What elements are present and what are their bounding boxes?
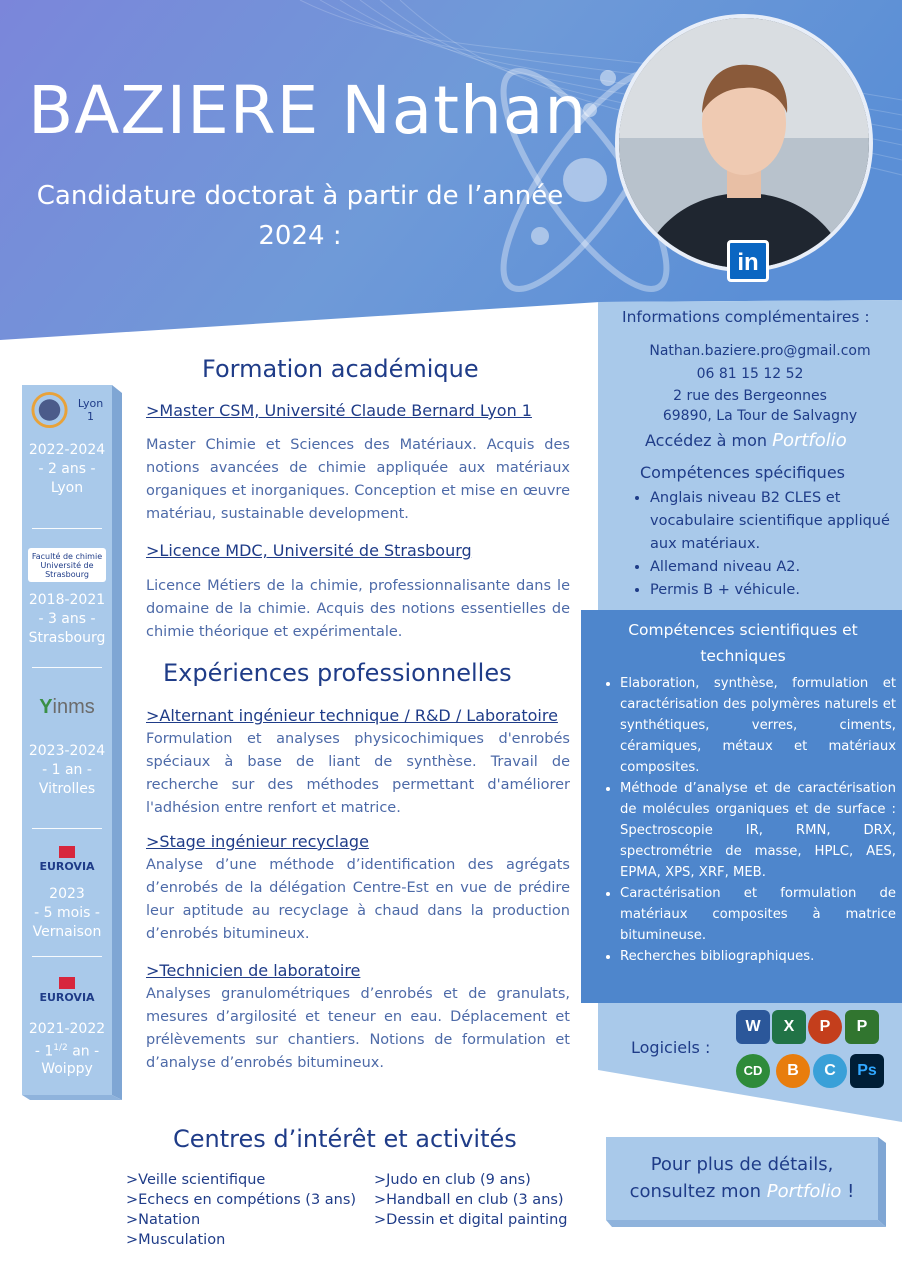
candidate-name: BAZIERE Nathan <box>28 72 588 149</box>
education-title: Formation académique <box>202 355 479 383</box>
portfolio-cta-line-1: Pour plus de détails, <box>650 1154 834 1175</box>
blender-icon: B <box>776 1054 810 1088</box>
scientific-skills-list <box>600 673 896 967</box>
scientific-skills-title: Compétences scientifiques et techniques <box>628 621 858 665</box>
timeline-years: 2022-2024 <box>28 442 106 458</box>
scientific-skill-item: • Elaboration, synthèse, formulation et caractérisation des polymères naturels et synthétiques, verres, ciments, céramiques, métaux et matériaux composites. <box>620 673 896 778</box>
strasbourg-logo: Faculté de chimie Université de Strasbourg <box>28 548 106 582</box>
interest-item: >Echecs en compétions (3 ans) <box>126 1192 357 1208</box>
interest-item: >Natation <box>126 1212 201 1228</box>
timeline-duration: - $1^{1/2}$ an - <box>34 1043 100 1060</box>
interest-item: >Handball en club (3 ans) <box>374 1192 564 1208</box>
timeline <box>22 385 122 1100</box>
portfolio-cta-link[interactable]: Portfolio <box>766 1181 842 1202</box>
chemdraw-icon: CD <box>736 1054 770 1088</box>
education-entry-text: Licence Métiers de la chimie, professionnalisante dans le domaine de la chimie. Acquis des notions essentielles de chimie théorique et expérimentale. <box>146 578 570 640</box>
portfolio-cta-line-2[interactable]: consultez mon Portfolio ! <box>629 1181 855 1202</box>
eurovia-logo: EUROVIA <box>28 971 106 1009</box>
header-subtitle: Candidature doctorat à partir de l’année 2024 : <box>36 181 564 251</box>
inms-logo: Y inms <box>39 695 95 718</box>
excel-icon: X <box>772 1010 806 1044</box>
experience-entry-text: Analyse d’une méthode d’identification des agrégats d’enrobés de la délégation Centre-Est en vue de prédire leur aptitude au recyclage à chaud dans la production d’enrobés bitumineux. <box>146 857 570 942</box>
word-icon: W <box>736 1010 770 1044</box>
timeline-years: 2018-2021 <box>28 592 106 608</box>
photoshop-icon: Ps <box>850 1054 884 1088</box>
profile-photo <box>615 14 873 272</box>
timeline-divider <box>32 956 102 957</box>
interests-left-column <box>126 1170 356 1250</box>
timeline-duration: - 2 ans - <box>38 461 96 477</box>
specific-skill-item: • Allemand niveau A2. <box>650 556 890 579</box>
address-line-1: 2 rue des Bergeonnes <box>673 388 827 404</box>
timeline-divider <box>32 667 102 668</box>
phone: 06 81 15 12 52 <box>696 366 804 382</box>
education-entry-text: Master Chimie et Sciences des Matériaux. Acquis des notions avancées de chimie appliquée aux matériaux organiques et inorganiques. Conception et mise en œuvre matériau, sustainable development. <box>146 437 570 522</box>
interest-item: >Judo en club (9 ans) <box>374 1172 531 1188</box>
software-label: Logiciels : <box>631 1038 711 1057</box>
timeline-place: Vitrolles <box>38 781 96 797</box>
chemsketch-icon: C <box>813 1054 847 1088</box>
timeline-place: Strasbourg <box>28 630 106 646</box>
scientific-skill-item: • Méthode d’analyse et de caractérisation de molécules organiques et de surface : Spectroscopie IR, RMN, DRX, spectrométrie de masse, HPLC, AES, EPMA, XPS, XRF, MEB. <box>620 778 896 883</box>
timeline-years: 2023-2024 <box>28 743 106 759</box>
portfolio-prefix: Accédez à mon <box>645 431 767 450</box>
specific-skill-item: • Permis B + véhicule. <box>650 579 890 602</box>
interests-title: Centres d’intérêt et activités <box>173 1125 517 1153</box>
linkedin-icon[interactable]: in <box>727 240 769 282</box>
specific-skills-title: Compétences spécifiques <box>640 463 845 482</box>
education-entry-title: >Master CSM, Université Claude Bernard Lyon 1 <box>146 401 532 420</box>
experience-entry-title: >Technicien de laboratoire <box>146 961 361 980</box>
timeline-duration: - 3 ans - <box>38 611 96 627</box>
timeline-divider <box>32 528 102 529</box>
experience-entry-title: >Alternant ingénieur technique / R&D / Laboratoire <box>146 706 558 725</box>
lyon1-logo-graphic <box>30 390 69 430</box>
interest-item: >Dessin et digital painting <box>374 1212 568 1228</box>
portfolio-link[interactable]: Portfolio <box>772 430 847 451</box>
education-entry-title: >Licence MDC, Université de Strasbourg <box>146 541 472 560</box>
interest-item: >Musculation <box>126 1232 226 1248</box>
info-title: Informations complémentaires : <box>622 308 870 326</box>
project-icon: P <box>845 1010 879 1044</box>
timeline-duration: - 5 mois - <box>34 905 100 921</box>
eurovia-logo: EUROVIA <box>28 840 106 878</box>
timeline-place: Woippy <box>41 1061 93 1077</box>
timeline-place: Lyon <box>50 480 84 496</box>
specific-skills-list <box>624 487 890 602</box>
experience-entry-title: >Stage ingénieur recyclage <box>146 832 369 851</box>
scientific-skill-item: • Caractérisation et formulation de matériaux composites à matrice bitumineuse. <box>620 883 896 946</box>
scientific-skill-item: • Recherches bibliographiques. <box>620 946 896 967</box>
lyon1-logo: Lyon 1 <box>30 391 108 429</box>
experience-title: Expériences professionnelles <box>163 659 512 687</box>
experience-entry-text: Formulation et analyses physicochimiques d'enrobés spéciaux à base de liant de synthèse. Travail de recherche sur des méthodes permettant d'améliorer l'adhésion entre renfort et matrice. <box>146 731 570 816</box>
interests-right-column <box>374 1170 567 1230</box>
email[interactable]: Nathan.baziere.pro@gmail.com <box>649 343 871 359</box>
address-line-2: 69890, La Tour de Salvagny <box>662 408 858 424</box>
timeline-years: 2023 <box>49 886 85 902</box>
specific-skill-item: • Anglais niveau B2 CLES et vocabulaire scientifique appliqué aux matériaux. <box>650 487 890 556</box>
experience-entry-text: Analyses granulométriques d’enrobés et de granulats, mesures d’argilosité et teneur en eau. Déplacement et prélèvements sur chantiers. Notions de formulation et d’analyse d’enrobés bitumineux. <box>146 986 570 1071</box>
powerpoint-icon: P <box>808 1010 842 1044</box>
timeline-divider <box>32 828 102 829</box>
portfolio-link-line[interactable] <box>645 430 847 451</box>
timeline-duration: - 1 an - <box>42 762 92 778</box>
timeline-place: Vernaison <box>32 924 102 940</box>
interest-item: >Veille scientifique <box>126 1172 266 1188</box>
timeline-years: 2021-2022 <box>28 1021 106 1037</box>
